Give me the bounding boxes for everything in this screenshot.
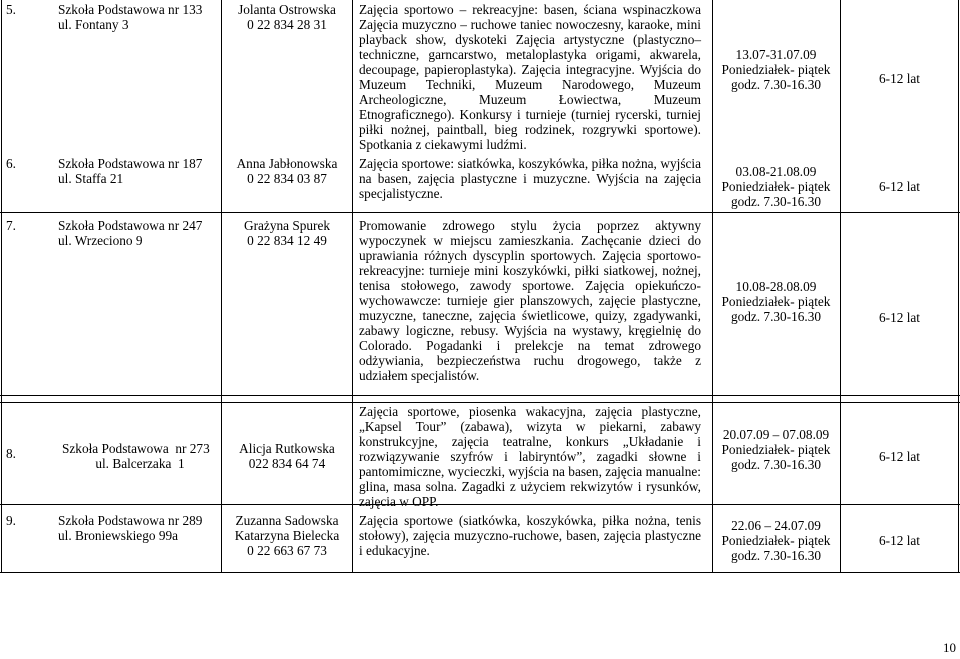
row-number: 9. bbox=[6, 513, 16, 528]
contact-cell bbox=[222, 513, 352, 558]
column-divider bbox=[352, 0, 353, 573]
row-divider bbox=[0, 212, 960, 213]
activities-description: Zajęcia sportowe: siatkówka, koszykówka, piłka nożna, wyjścia na basen, zajęcia plastyczne i muzyczne. Wyjścia na zajęcia specjalistyczne. bbox=[359, 156, 701, 201]
row-number: 5. bbox=[6, 2, 16, 17]
school-cell bbox=[58, 2, 218, 32]
row-divider bbox=[0, 572, 960, 573]
hours: godz. 7.30-16.30 bbox=[730, 457, 822, 472]
contact-phone: 022 834 64 74 bbox=[248, 456, 326, 471]
weekdays: Poniedziałek- piątek bbox=[721, 442, 831, 457]
row-number: 8. bbox=[6, 446, 16, 461]
contact-cell bbox=[222, 218, 352, 248]
weekdays: Poniedziałek- piątek bbox=[721, 294, 831, 309]
row-number: 6. bbox=[6, 156, 16, 171]
school-name: Szkoła Podstawowa nr 187 bbox=[58, 156, 203, 171]
activities-description: Promowanie zdrowego stylu życia poprzez aktywny wypoczynek w miejscu zamieszkania. Zachęcanie dzieci do uprawiania różnych dyscyplin sportowych. Zajęcia sportowo-rekreacyjne: turnieje mini koszykówki, piłki siatkowej, nożnej, tenisa stołowego, zawody sportowe. Zajęcia opiekuńczo-wychowawcze: turnieje gier planszowych, zajęcie plastyczne, muzyczne, taneczne, zajęcia świetlicowe, quizy, zgadywanki, zabawy logiczne, rebusy. Wyjścia na wystawy, kręgielnię do Colorado. Pogadanki i prelekcje na temat zdrowego odżywiania, bezpieczeństwa ruchu drogowego, także z udziałem specjalistów. bbox=[359, 218, 701, 383]
contact-phone: 0 22 663 67 73 bbox=[247, 543, 327, 558]
activities-description: Zajęcia sportowe (siatkówka, koszykówka, piłka nożna, tenis stołowy), zajęcia muzyczno-ruchowe, basen, zajęcia plastyczne i edukacyjne. bbox=[359, 513, 701, 558]
dates-cell bbox=[712, 427, 840, 472]
contact-cell bbox=[222, 441, 352, 471]
date-range: 03.08-21.08.09 bbox=[735, 164, 817, 179]
row-number: 7. bbox=[6, 218, 16, 233]
school-address: ul. Broniewskiego 99a bbox=[58, 528, 179, 543]
date-range: 13.07-31.07.09 bbox=[735, 47, 817, 62]
contact-person-2: Katarzyna Bielecka bbox=[234, 528, 340, 543]
date-range: 20.07.09 – 07.08.09 bbox=[722, 427, 830, 442]
contact-person: Jolanta Ostrowska bbox=[238, 2, 336, 17]
age-range: 6-12 lat bbox=[879, 533, 920, 548]
school-name: Szkoła Podstawowa nr 133 bbox=[58, 2, 203, 17]
contact-cell bbox=[222, 2, 352, 32]
school-address: ul. Wrzeciono 9 bbox=[58, 233, 143, 248]
school-cell bbox=[58, 218, 218, 248]
dates-cell bbox=[712, 164, 840, 209]
weekdays: Poniedziałek- piątek bbox=[721, 533, 831, 548]
contact-cell bbox=[222, 156, 352, 186]
age-range: 6-12 lat bbox=[879, 449, 920, 464]
dates-cell bbox=[712, 47, 840, 92]
hours: godz. 7.30-16.30 bbox=[730, 309, 822, 324]
contact-phone: 0 22 834 28 31 bbox=[247, 17, 327, 32]
weekdays: Poniedziałek- piątek bbox=[721, 62, 831, 77]
contact-person: Anna Jabłonowska bbox=[236, 156, 338, 171]
school-cell bbox=[58, 156, 218, 186]
school-address: ul. Staffa 21 bbox=[58, 171, 124, 186]
activities-description: Zajęcia sportowo – rekreacyjne: basen, ściana wspinaczkowa Zajęcia muzyczno – ruchowe taniec nowoczesny, karaoke, mini playback show, dyskoteki Zajęcia artystyczne (plastyczno– techniczne, garncarstwo, metaloplastyka origami, akwarela, decoupage, papieroplastyka). Zajęcia integracyjne. Wyjścia do Muzeum Techniki, Muzeum Narodowego, Muzeum Archeologiczne, Muzeum Łowiectwa, Muzeum Etnograficznego). Konkursy i turnieje (turniej rycerski, turniej piłki nożnej, paintball, bieg rodzinek, rozgrywki sportowe). Spotkania z ciekawymi ludźmi. bbox=[359, 2, 701, 152]
date-range: 22.06 – 24.07.09 bbox=[731, 518, 821, 533]
contact-person: Alicja Rutkowska bbox=[239, 441, 335, 456]
age-range: 6-12 lat bbox=[879, 71, 920, 86]
hours: godz. 7.30-16.30 bbox=[730, 548, 822, 563]
age-range: 6-12 lat bbox=[879, 179, 920, 194]
school-cell bbox=[58, 513, 218, 543]
hours: godz. 7.30-16.30 bbox=[730, 194, 822, 209]
school-cell bbox=[62, 441, 218, 471]
school-name: Szkoła Podstawowa nr 273 bbox=[62, 441, 210, 456]
hours: godz. 7.30-16.30 bbox=[730, 77, 822, 92]
weekdays: Poniedziałek- piątek bbox=[721, 179, 831, 194]
contact-phone: 0 22 834 03 87 bbox=[247, 171, 327, 186]
column-divider bbox=[221, 0, 222, 573]
activities-description: Zajęcia sportowe, piosenka wakacyjna, zajęcia plastyczne, „Kapsel Tour” (zabawa), wizyta w piekarni, zabawy konstrukcyjne, zajęcia teatralne, konkurs „Układanie i rozwiązywanie szyfrów i labiryntów”, zagadki słowne i pantomimiczne, wycieczki, wyjścia na basen, zajęcia manualne: glina, masa solna. Zagadki z użyciem rekwizytów i rysunków, zajęcia w OPP. bbox=[359, 404, 701, 509]
contact-person: Zuzanna Sadowska bbox=[235, 513, 339, 528]
row-divider bbox=[0, 402, 960, 403]
column-divider bbox=[1, 0, 2, 573]
dates-cell bbox=[712, 518, 840, 563]
contact-person: Grażyna Spurek bbox=[243, 218, 331, 233]
age-range: 6-12 lat bbox=[879, 310, 920, 325]
date-range: 10.08-28.08.09 bbox=[735, 279, 817, 294]
school-address: ul. Fontany 3 bbox=[58, 17, 129, 32]
school-address: ul. Balcerzaka 1 bbox=[95, 456, 185, 471]
dates-cell bbox=[712, 279, 840, 324]
school-name: Szkoła Podstawowa nr 247 bbox=[58, 218, 203, 233]
contact-phone: 0 22 834 12 49 bbox=[247, 233, 327, 248]
row-divider bbox=[0, 395, 960, 396]
column-divider bbox=[958, 0, 959, 573]
school-name: Szkoła Podstawowa nr 289 bbox=[58, 513, 203, 528]
page-number: 10 bbox=[943, 640, 956, 655]
